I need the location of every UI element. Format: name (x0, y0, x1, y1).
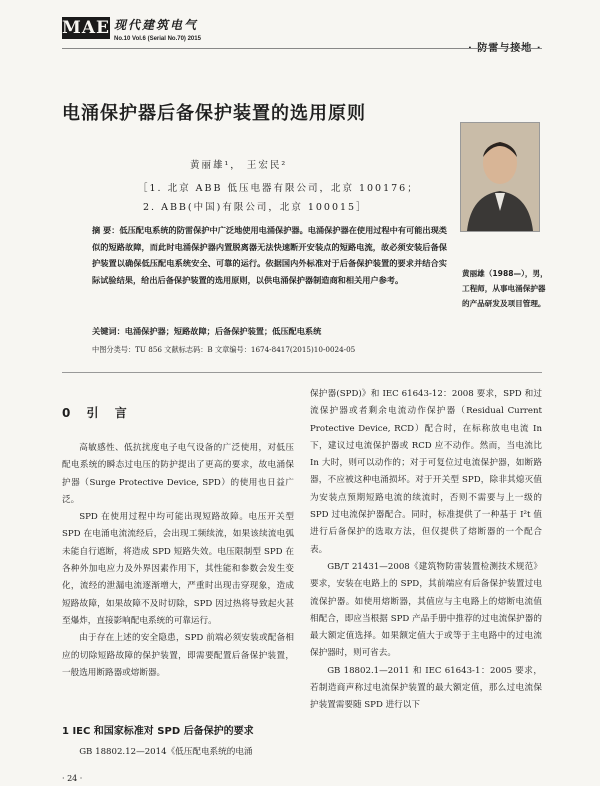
page-number: · 24 · (62, 774, 83, 783)
paragraph: GB/T 21431—2008《建筑物防雷装置检测技术规范》要求，安装在电路上的 SPD，其前端应有后备保护装置过电流保护器。如使用熔断器，其值应与主电路上的熔断电流值相配合，即应当根据 SPD 产品手册中推荐的过电流保护器的最大额定值选择。如果额定值大于或等于主电路中的过电流保护器时，则可省去。 (310, 561, 542, 659)
left-column (62, 440, 294, 682)
section-divider (62, 372, 542, 373)
author-photo (460, 122, 540, 232)
section-heading-1: 1 IEC 和国家标准对 SPD 后备保护的要求 (62, 726, 254, 737)
author-portrait-icon (461, 123, 539, 231)
paragraph: 高敏感性、低抗扰度电子电气设备的广泛使用，对低压配电系统的瞬态过电压的防护提出了更高的要求，故电涌保护器（Surge Protective Device, SPD）的使用也日益广泛。 (62, 443, 294, 505)
affiliation-1: ［1. 北京 ABB 低压电器有限公司，北京 100176； (138, 183, 419, 194)
abstract: 摘 要：低压配电系统的防雷保护中广泛地使用电涌保护器。电涌保护器在使用过程中有可能出现类似的短路故障，而此时电涌保护器内置脱离器无法快速断开安装点的短路电流，故必须安装后备保护装置以确保低压配电系统安全、可靠的运行。依据国内外标准对于后备保护装置的要求并结合实际试验结果，给出后备保护装置的选用原则，以供电涌保护器制造商和相关用户参考。 (92, 225, 447, 285)
issue-info: No.10 Vol.6 (Serial No.70) 2015 (114, 36, 201, 42)
header-divider (62, 48, 542, 49)
section-heading-intro: 0 引 言 (62, 406, 133, 420)
journal-name: 现代建筑电气 (114, 18, 199, 32)
classification-info: 中图分类号：TU 856 文献标志码：B 文章编号：1674-8417(2015)10-0024-05 (92, 345, 356, 354)
author-bio: 黄丽雄（1988—），男，工程师，从事电涌保护器的产品研发及项目管理。 (462, 269, 548, 308)
paragraph: 保护器(SPD)》和 IEC 61643-12：2008 要求，SPD 和过流保护器或者剩余电流动作保护器（Residual Current Protective Device, RCD）配合时，在标称放电电流 In 下，建议过电流保护器或 RCD 应不动作。然而，当电流比 In 大时，则可以动作的；对于可复位过电流保护器，如断路器，不应被这种电涌损坏。对于开关型 SPD，除非其熄灭值为安装点预期短路电流的续流时，否则不需要与上一级的 SPD 过电流保护器配合。同时，标准提供了一种基于 I²t 值进行后备保护的选取方法，但仅提供了熔断器的一个配合表。 (310, 389, 542, 555)
keywords: 关键词：电涌保护器；短路故障；后备保护装置；低压配电系统 (92, 326, 322, 336)
paragraph: GB 18802.1—2011 和 IEC 61643-1：2005 要求，若制造商声称过电流保护装置的最大额定值，那么过电流保护装置需要随 SPD 进行以下 (310, 665, 542, 711)
affiliation-2: 2. ABB(中国)有限公司，北京 100015］ (143, 202, 368, 213)
journal-logo: MAE (62, 18, 110, 38)
paper-authors: 黄丽雄¹， 王宏民² (190, 160, 288, 171)
paragraph: 由于存在上述的安全隐患，SPD 前端必须安装或配备相应的切除短路故障的保护装置，即需要配置后备保护装置，一般选用断路器或熔断器。 (62, 633, 294, 678)
left-column-tail (62, 744, 294, 761)
paper-title: 电涌保护器后备保护装置的选用原则 (62, 103, 366, 124)
paragraph: GB 18802.12—2014《低压配电系统的电涌 (79, 747, 253, 757)
right-column (310, 386, 542, 715)
column-tag (468, 39, 542, 54)
paragraph: SPD 在使用过程中均可能出现短路故障。电压开关型 SPD 在电涌电流流经后，会出现工频续流，如果该续流电弧未能自行遮断，将造成 SPD 短路失效。电压限制型 SPD 在各种外加电应力及外界因素作用下，其性能和参数会发生变化，流经的泄漏电流逐渐增大，严重时出现击穿现象，造成短路故障，如果故障不及时切除，SPD 因过热将导致起火甚至爆炸，直接影响配电系统的可靠运行。 (62, 512, 294, 626)
